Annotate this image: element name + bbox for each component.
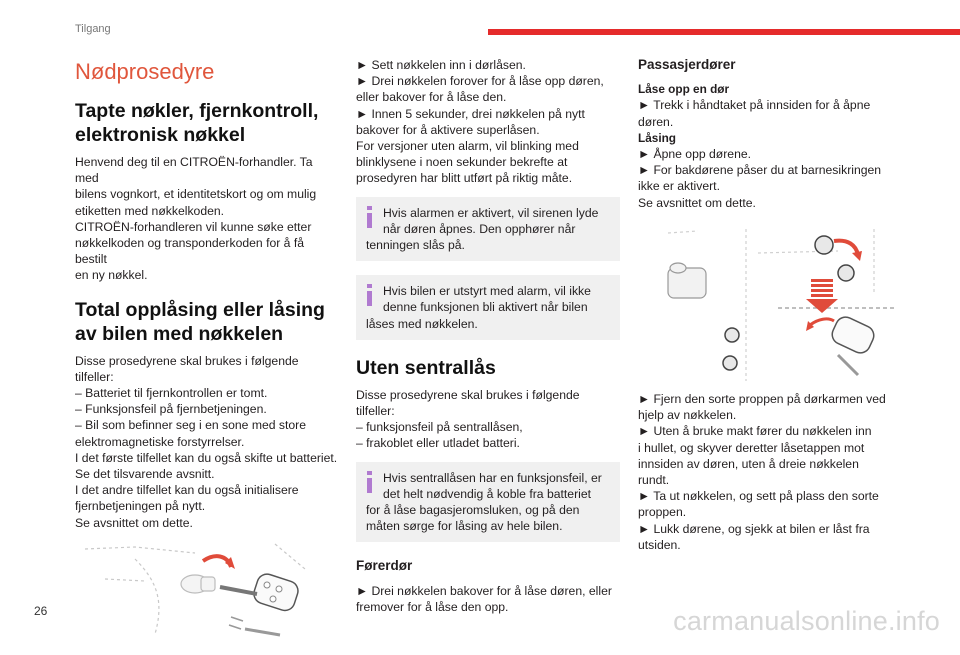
header-accent-bar (488, 29, 960, 35)
heading-passenger-doors: Passasjerdører (638, 57, 736, 72)
info-note-alarm-siren: Hvis alarmen er aktivert, vil sirenen lyde når døren åpnes. Den opphører når tenningen slås på. (356, 197, 620, 262)
without-central-lock-text: Disse prosedyrene skal brukes i følgende tilfeller: – funksjonsfeil på sentrallåsen, – frakoblet eller utladet batteri. (356, 387, 580, 451)
door-lock-steps: ► Sett nøkkelen inn i dørlåsen. ► Drei nøkkelen forover for å låse opp døren, eller bakover for å låse den. ► Innen 5 sekunder, drei nøkkelen på nytt bakover for å aktivere superlåsen. For versjoner uten alarm, vil blinking med blinklysene i noen sekunder bekrefte at prosedyren har blitt utført på riktig måte. (356, 58, 604, 186)
driver-door-text: ► Drei nøkkelen bakover for å låse døren, eller fremover for å låse den opp. (356, 583, 612, 614)
info-note-alarm-not-active: Hvis bilen er utstyrt med alarm, vil ikke denne funksjonen bli aktivert når bilen låses med nøkkelen. (356, 275, 620, 340)
page-number: 26 (34, 604, 48, 618)
heading-total-locking: Total opplåsing eller låsing av bilen med nøkkelen (75, 298, 325, 345)
locking-text: ► Åpne opp dørene. ► For bakdørene påser du at barnesikringen ikke er aktivert. Se avsnittet om dette. (638, 147, 882, 210)
heading-locking: Låsing (638, 130, 677, 145)
running-header: Tilgang (75, 23, 111, 35)
column-1 (75, 56, 338, 655)
after-illustration-steps: ► Fjern den sorte proppen på dørkarmen ved hjelp av nøkkelen. ► Uten å bruke makt fører du nøkkelen inn i hullet, og skyver deretter låsetappen mot innsiden av døren, uten å dreie nøkkelen rundt. ► Ta ut nøkkelen, og sett på plass den sorte proppen. ► Lukk dørene, og sjekk at bilen er låst fra utsiden. (638, 392, 886, 552)
column-3 (638, 57, 892, 553)
column-2 (356, 57, 620, 615)
info-icon (364, 206, 380, 228)
heading-without-central-lock: Uten sentrallås (356, 356, 496, 379)
heading-unlock-door: Låse opp en dør (638, 82, 730, 97)
section-title: Nødprosedyre (75, 59, 215, 84)
watermark: carmanualsonline.info (673, 606, 940, 636)
info-icon (364, 471, 380, 493)
heading-driver-door: Førerdør (356, 558, 413, 574)
info-icon (364, 284, 380, 306)
unlock-door-text: ► Trekk i håndtaket på innsiden for å åpne døren. (638, 98, 871, 129)
info-note-disconnect-battery: Hvis sentrallåsen har en funksjonsfeil, er det helt nødvendig å koble fra batteriet for å låse bagasjeromsluken, og på den måten sørge for låsing av hele bilen. (356, 462, 620, 543)
door-frame-plug-illustration (638, 223, 894, 383)
heading-lost-keys: Tapte nøkler, fjernkontroll, elektronisk nøkkel (75, 100, 319, 146)
lost-keys-text: Henvend deg til en CITROËN-forhandler. Ta med bilens vognkort, et identitetskort og om mulig etiketten med nøkkelkoden. CITROËN-forhandleren vil kunne søke etter nøkkelkoden og transponderkoden for å få bestilt en ny nøkkel. (75, 155, 317, 283)
total-locking-text: Disse prosedyrene skal brukes i følgende tilfeller: – Batteriet til fjernkontrollen er tomt. – Funksjonsfeil på fjernbetjeningen. – Bil som befinner seg i en sone med store elektromagnetiske forstyrrelser. I det første tilfellet kan du også skifte ut batteriet. Se det tilsvarende avsnitt. I det andre tilfellet kan du også initialisere fjernbetjeningen på nytt. Se avsnittet om dette. (75, 353, 338, 530)
key-in-door-lock-illustration (75, 539, 337, 651)
